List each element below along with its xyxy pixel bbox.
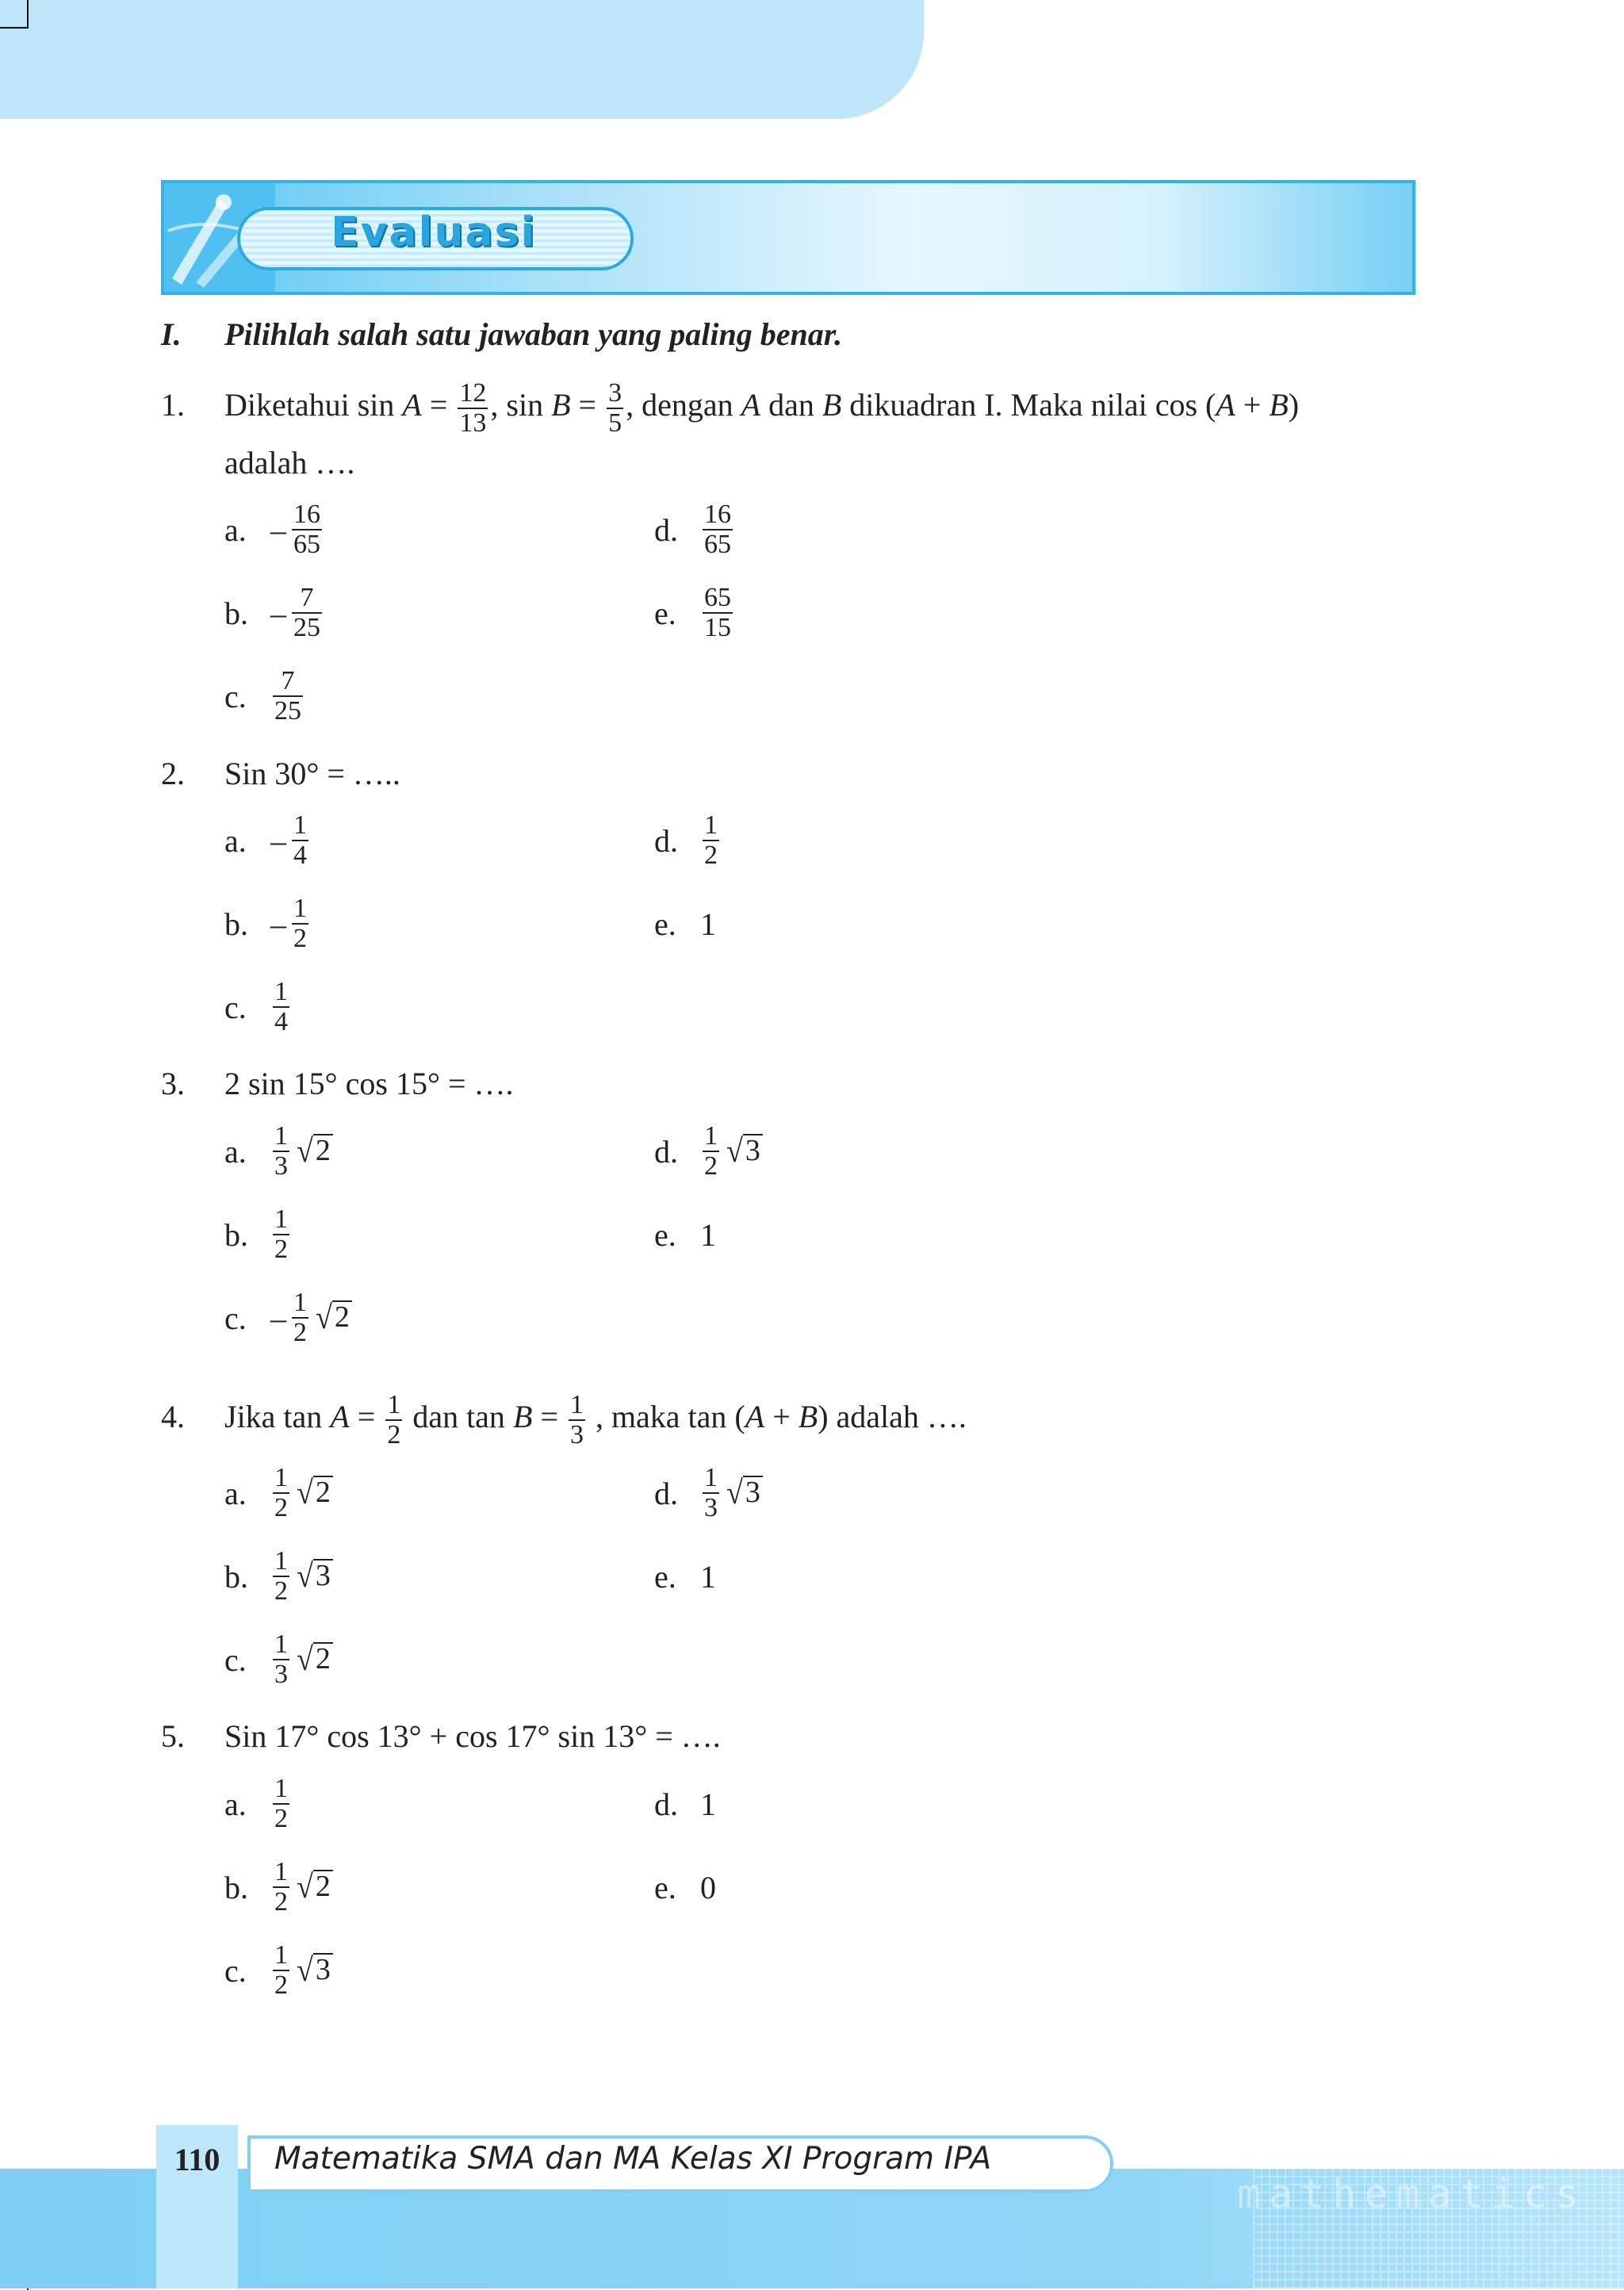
fraction: [703, 500, 733, 559]
equals-sign: =: [421, 387, 456, 423]
option-label: b.: [224, 1216, 248, 1253]
option-2b[interactable]: [224, 892, 311, 955]
minus-sign: –: [270, 511, 286, 548]
radicand: 2: [313, 1870, 333, 1901]
option-label: d.: [654, 1475, 678, 1511]
radicand: 2: [313, 1134, 333, 1166]
square-root: √ 2: [297, 1134, 333, 1169]
denominator: 3: [704, 1493, 718, 1522]
variable-b: B: [822, 387, 842, 423]
equals-sign: =: [570, 387, 605, 423]
denominator: 15: [704, 613, 731, 642]
denominator: 2: [704, 1151, 718, 1181]
denominator: 2: [274, 1235, 288, 1264]
question-text: dan tan: [404, 1399, 513, 1435]
option-3c[interactable]: [224, 1286, 352, 1350]
option-3a[interactable]: [224, 1120, 333, 1183]
radicand: 3: [313, 1559, 333, 1591]
numerator: 1: [274, 1121, 288, 1151]
denominator: 25: [274, 696, 301, 726]
fraction: [273, 1858, 289, 1917]
radicand: 2: [313, 1476, 333, 1507]
banner-title: Evaluasi: [331, 209, 537, 256]
fraction: [569, 1391, 585, 1449]
question-text: , dengan: [626, 387, 741, 423]
question-number: 1.: [161, 387, 185, 423]
fraction: [273, 1122, 289, 1181]
denominator: 13: [459, 408, 487, 438]
fraction: [292, 584, 322, 642]
numerator: 16: [704, 500, 731, 529]
top-decorative-tab: [0, 0, 924, 119]
option-label: b.: [224, 1558, 248, 1595]
variable-b: B: [512, 1399, 533, 1435]
option-label: b.: [224, 906, 248, 942]
option-label: b.: [224, 595, 248, 631]
fraction: [273, 667, 303, 726]
numerator: 1: [274, 977, 288, 1006]
denominator: 2: [293, 924, 307, 953]
variable-a: A: [745, 1399, 765, 1435]
numerator: 7: [281, 666, 295, 695]
numerator: 1: [293, 894, 307, 923]
fraction: [385, 1391, 402, 1449]
option-5a[interactable]: [224, 1772, 292, 1836]
fraction: [703, 1464, 719, 1522]
denominator: 2: [387, 1420, 401, 1449]
option-5c[interactable]: [224, 1939, 333, 2002]
numerator: 1: [293, 810, 307, 840]
minus-sign: –: [270, 1300, 286, 1336]
option-value: 1: [700, 1786, 716, 1822]
option-value: 1: [700, 1216, 716, 1253]
numerator: 16: [293, 500, 320, 529]
radicand: 3: [313, 1953, 333, 1985]
option-label: a.: [224, 1786, 247, 1822]
fraction: [292, 894, 308, 953]
option-1e[interactable]: [654, 581, 735, 645]
close-paren: ): [1288, 387, 1300, 423]
equals-sign: =: [532, 1399, 566, 1435]
option-label: d.: [654, 822, 678, 859]
fraction: [273, 978, 289, 1036]
radicand: 3: [743, 1134, 763, 1166]
option-1c[interactable]: [224, 664, 305, 728]
minus-sign: –: [270, 595, 286, 631]
question-text: Sin 30° = …..: [224, 756, 400, 791]
fraction: [292, 1289, 308, 1347]
option-2e[interactable]: [654, 892, 716, 955]
question-number: 5.: [161, 1718, 185, 1754]
question-1: [161, 379, 1299, 438]
fraction: [273, 1464, 289, 1522]
book-title: Matematika SMA dan MA Kelas XI Program IPA: [274, 2141, 992, 2177]
page-number: 110: [174, 2142, 220, 2177]
fraction: [273, 1941, 289, 2000]
numerator: 3: [608, 378, 622, 408]
fraction: [273, 1205, 289, 1264]
crop-mark-top-left: [0, 0, 29, 29]
option-label: d.: [654, 1133, 678, 1170]
option-label: c.: [224, 989, 247, 1025]
option-label: d.: [654, 511, 678, 548]
denominator: 4: [293, 841, 307, 870]
option-label: a.: [224, 822, 247, 859]
fraction: [292, 811, 308, 870]
numerator: 1: [274, 1857, 288, 1886]
denominator: 3: [274, 1151, 288, 1181]
square-root: √ 2: [297, 1476, 333, 1511]
square-root: √ 3: [297, 1953, 333, 1988]
question-text: ) adalah ….: [818, 1399, 967, 1435]
option-label: e.: [654, 595, 676, 631]
variable-a: A: [330, 1399, 350, 1435]
option-2c[interactable]: [224, 975, 292, 1039]
option-4b[interactable]: [224, 1545, 333, 1608]
square-root: √ 3: [297, 1559, 333, 1594]
option-value: 1: [700, 1558, 716, 1595]
question-text: Jika tan: [224, 1399, 331, 1435]
denominator: 2: [274, 1576, 288, 1606]
option-3e[interactable]: [654, 1203, 716, 1266]
fraction: [273, 1547, 289, 1606]
option-2a[interactable]: [224, 809, 311, 872]
option-2d[interactable]: [654, 809, 722, 872]
square-root: √ 3: [726, 1134, 763, 1169]
denominator: 2: [274, 1493, 288, 1522]
variable-b: B: [551, 387, 571, 423]
option-4c[interactable]: [224, 1628, 333, 1691]
numerator: 1: [704, 810, 718, 840]
option-label: c.: [224, 1300, 247, 1336]
denominator: 65: [704, 530, 731, 559]
denominator: 3: [274, 1660, 288, 1689]
question-text: Sin 17° cos 13° + cos 17° sin 13° = ….: [224, 1718, 721, 1754]
question-text: Diketahui sin: [224, 387, 403, 423]
variable-a: A: [741, 387, 761, 423]
numerator: 1: [274, 1463, 288, 1492]
question-number: 3.: [161, 1066, 185, 1101]
instruction-text: Pilihlah salah satu jawaban yang paling benar.: [224, 316, 843, 352]
fraction: [292, 500, 322, 559]
denominator: 2: [274, 1804, 288, 1833]
option-3b[interactable]: [224, 1203, 292, 1266]
option-label: e.: [654, 1869, 676, 1905]
numerator: 1: [704, 1463, 718, 1492]
footer-watermark: mathematics: [1237, 2171, 1588, 2217]
numerator: 1: [387, 1390, 401, 1419]
option-label: a.: [224, 1475, 247, 1511]
option-1d[interactable]: [654, 498, 735, 561]
fraction: [607, 379, 623, 438]
fraction: [703, 811, 719, 870]
fraction: [273, 1630, 289, 1689]
numerator: 7: [300, 583, 314, 612]
numerator: 1: [274, 1940, 288, 1970]
numerator: 12: [459, 378, 487, 408]
option-label: e.: [654, 1558, 676, 1595]
option-value: 1: [700, 906, 716, 942]
numerator: 1: [274, 1774, 288, 1803]
fraction: [273, 1775, 289, 1833]
numerator: 65: [704, 583, 731, 612]
variable-b: B: [1269, 387, 1289, 423]
square-root: √ 2: [297, 1870, 333, 1905]
radicand: 3: [743, 1476, 763, 1507]
minus-sign: –: [270, 822, 286, 859]
question-3: [161, 1065, 514, 1103]
denominator: 3: [569, 1420, 584, 1449]
option-label: c.: [224, 1952, 247, 1989]
numerator: 1: [274, 1629, 288, 1659]
option-label: c.: [224, 678, 247, 714]
question-text: dan: [760, 387, 822, 423]
denominator: 2: [293, 1318, 307, 1347]
denominator: 2: [274, 1887, 288, 1917]
option-label: c.: [224, 1641, 247, 1678]
option-1a[interactable]: [224, 498, 324, 561]
numerator: 1: [293, 1288, 307, 1317]
option-1b[interactable]: [224, 581, 324, 645]
option-4e[interactable]: [654, 1545, 716, 1608]
option-label: a.: [224, 511, 247, 548]
plus-sign: +: [1235, 387, 1270, 423]
option-5b[interactable]: [224, 1855, 333, 1919]
numerator: 1: [274, 1546, 288, 1576]
denominator: 2: [704, 841, 718, 870]
question-number: 2.: [161, 756, 185, 791]
question-number: 4.: [161, 1399, 185, 1435]
square-root: √ 2: [316, 1300, 352, 1335]
question-text: , sin: [490, 387, 552, 423]
question-2: [161, 755, 400, 793]
option-label: e.: [654, 906, 676, 942]
plus-sign: +: [764, 1399, 799, 1435]
option-label: a.: [224, 1133, 247, 1170]
numerator: 1: [274, 1204, 288, 1234]
variable-a: A: [402, 387, 422, 423]
numerator: 1: [704, 1121, 718, 1151]
section-instruction: [161, 316, 842, 353]
denominator: 5: [608, 408, 622, 438]
denominator: 65: [293, 530, 320, 559]
variable-b: B: [798, 1399, 818, 1435]
option-value: 0: [700, 1869, 716, 1905]
fraction: [703, 1122, 719, 1181]
square-root: √ 3: [726, 1476, 763, 1511]
option-label: b.: [224, 1869, 248, 1905]
section-roman-numeral: I.: [161, 316, 182, 352]
option-3d[interactable]: [654, 1120, 763, 1183]
option-4a[interactable]: [224, 1461, 333, 1525]
denominator: 4: [274, 1007, 288, 1036]
question-5: [161, 1718, 721, 1756]
denominator: 25: [293, 613, 320, 642]
question-1-continuation: adalah ….: [224, 445, 355, 481]
question-text: dikuadran I. Maka nilai cos (: [841, 387, 1216, 423]
radicand: 2: [332, 1300, 352, 1332]
fraction: [458, 379, 488, 438]
numerator: 1: [569, 1390, 584, 1419]
equals-sign: =: [349, 1399, 384, 1435]
square-root: √ 2: [297, 1642, 333, 1677]
option-4d[interactable]: [654, 1461, 763, 1525]
question-4: [161, 1391, 967, 1449]
option-5d[interactable]: [654, 1772, 716, 1836]
question-text: 2 sin 15° cos 15° = ….: [224, 1066, 514, 1101]
variable-a: A: [1216, 387, 1235, 423]
option-label: d.: [654, 1786, 678, 1822]
section-banner: [161, 180, 1415, 295]
option-label: e.: [654, 1216, 676, 1253]
radicand: 2: [313, 1642, 333, 1674]
option-5e[interactable]: [654, 1855, 716, 1919]
denominator: 2: [274, 1970, 288, 2000]
fraction: [703, 584, 733, 642]
minus-sign: –: [270, 906, 286, 942]
question-text: , maka tan (: [587, 1399, 745, 1435]
